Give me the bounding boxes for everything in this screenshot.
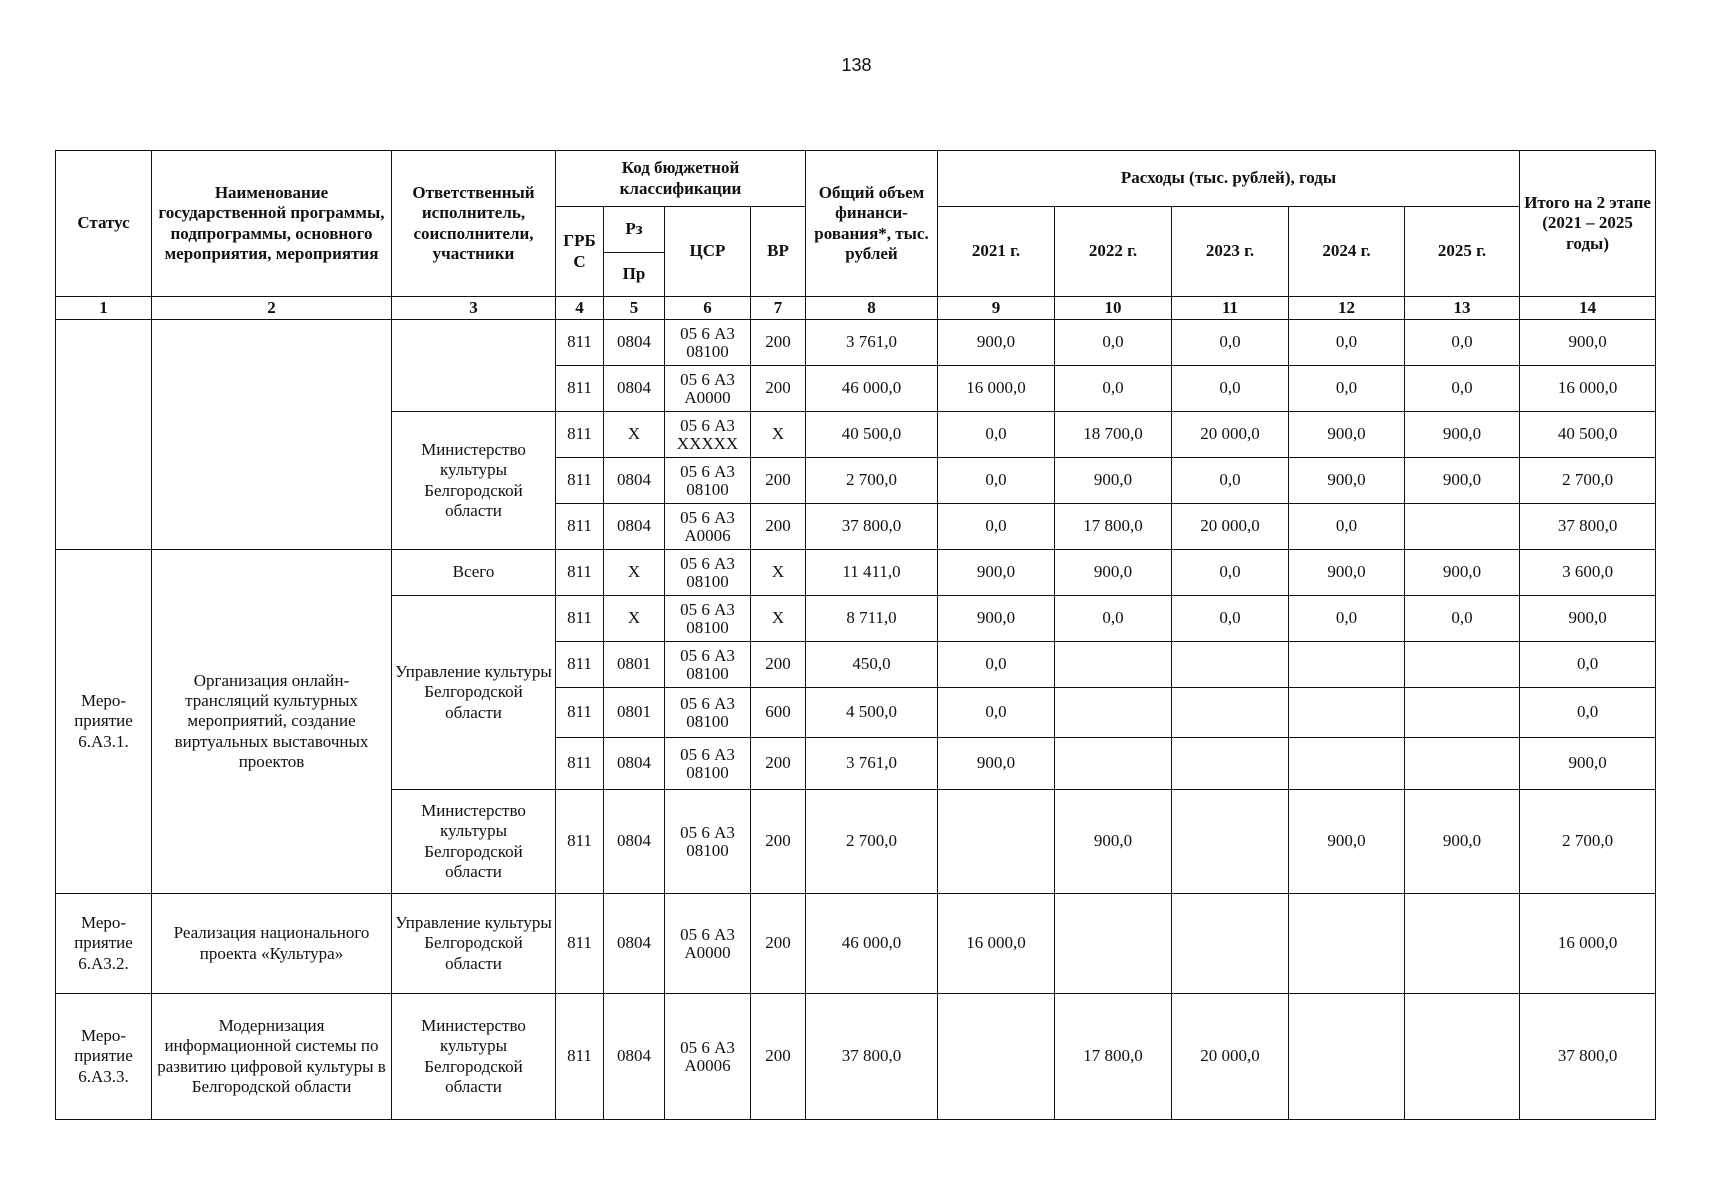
responsible-cell: Всего xyxy=(392,550,556,596)
year-2024-cell: 0,0 xyxy=(1289,504,1405,550)
year-2024-cell xyxy=(1289,642,1405,688)
header-expenses: Расходы (тыс. рублей), годы xyxy=(938,151,1520,207)
rzpr-cell: 0804 xyxy=(604,320,665,366)
stage-total-cell: 16 000,0 xyxy=(1520,366,1656,412)
event-name-cell: Реализация национального проекта «Культура» xyxy=(152,894,392,994)
year-2025-cell xyxy=(1405,504,1520,550)
status-cell: Меро-приятие 6.А3.3. xyxy=(56,994,152,1120)
vr-cell: 200 xyxy=(751,320,806,366)
responsible-cell: Министерство культуры Белгородской области xyxy=(392,994,556,1120)
vr-cell: Х xyxy=(751,412,806,458)
rzpr-cell: 0804 xyxy=(604,738,665,790)
rzpr-cell: Х xyxy=(604,412,665,458)
grbs-cell: 811 xyxy=(556,320,604,366)
rzpr-cell: 0804 xyxy=(604,894,665,994)
vr-cell: Х xyxy=(751,596,806,642)
year-2025-cell: 0,0 xyxy=(1405,596,1520,642)
csr-cell: 05 6 А3 08100 xyxy=(665,458,751,504)
vr-cell: 200 xyxy=(751,366,806,412)
year-2022-cell xyxy=(1055,642,1172,688)
name-cell-empty xyxy=(152,320,392,550)
column-number: 8 xyxy=(806,297,938,320)
csr-cell: 05 6 А3 08100 xyxy=(665,790,751,894)
stage-total-cell: 900,0 xyxy=(1520,596,1656,642)
total-cell: 40 500,0 xyxy=(806,412,938,458)
vr-cell: 200 xyxy=(751,642,806,688)
status-cell-empty xyxy=(56,320,152,550)
year-2022-cell: 0,0 xyxy=(1055,320,1172,366)
header-grbs: ГРБ С xyxy=(556,207,604,297)
year-2023-cell: 0,0 xyxy=(1172,596,1289,642)
year-2023-cell: 20 000,0 xyxy=(1172,994,1289,1120)
grbs-cell: 811 xyxy=(556,994,604,1120)
header-responsible: Ответственный исполнитель, соисполнители, участники xyxy=(392,151,556,297)
grbs-cell: 811 xyxy=(556,412,604,458)
vr-cell: 200 xyxy=(751,894,806,994)
total-cell: 3 761,0 xyxy=(806,738,938,790)
rzpr-cell: 0804 xyxy=(604,504,665,550)
header-stage-total: Итого на 2 этапе (2021 – 2025 годы) xyxy=(1520,151,1656,297)
csr-cell: 05 6 А3 08100 xyxy=(665,550,751,596)
year-2024-cell xyxy=(1289,688,1405,738)
stage-total-cell: 3 600,0 xyxy=(1520,550,1656,596)
header-rz: Рз xyxy=(604,207,665,253)
header-year-2023: 2023 г. xyxy=(1172,207,1289,297)
column-number: 7 xyxy=(751,297,806,320)
total-cell: 37 800,0 xyxy=(806,994,938,1120)
table-row xyxy=(56,550,1656,596)
header-vr: ВР xyxy=(751,207,806,297)
year-2021-cell xyxy=(938,790,1055,894)
status-cell: Меро-приятие 6.А3.1. xyxy=(56,550,152,894)
stage-total-cell: 2 700,0 xyxy=(1520,790,1656,894)
grbs-cell: 811 xyxy=(556,894,604,994)
grbs-cell: 811 xyxy=(556,596,604,642)
year-2022-cell: 18 700,0 xyxy=(1055,412,1172,458)
year-2021-cell: 900,0 xyxy=(938,596,1055,642)
year-2024-cell: 0,0 xyxy=(1289,320,1405,366)
column-number: 4 xyxy=(556,297,604,320)
year-2021-cell: 16 000,0 xyxy=(938,366,1055,412)
column-number: 11 xyxy=(1172,297,1289,320)
vr-cell: 200 xyxy=(751,738,806,790)
table-row xyxy=(56,320,1656,366)
year-2024-cell xyxy=(1289,994,1405,1120)
vr-cell: 200 xyxy=(751,790,806,894)
grbs-cell: 811 xyxy=(556,790,604,894)
year-2025-cell xyxy=(1405,994,1520,1120)
page-number: 138 xyxy=(841,55,872,75)
year-2023-cell: 0,0 xyxy=(1172,320,1289,366)
stage-total-cell: 0,0 xyxy=(1520,642,1656,688)
year-2024-cell xyxy=(1289,738,1405,790)
rzpr-cell: Х xyxy=(604,596,665,642)
responsible-cell: Министерство культуры Белгородской области xyxy=(392,412,556,550)
column-number: 9 xyxy=(938,297,1055,320)
csr-cell: 05 6 А3 08100 xyxy=(665,688,751,738)
total-cell: 46 000,0 xyxy=(806,894,938,994)
year-2024-cell xyxy=(1289,894,1405,994)
event-name-cell: Организация онлайн-трансляций культурных мероприятий, создание виртуальных выставочных проектов xyxy=(152,550,392,894)
header-budget-code: Код бюджетной классификации xyxy=(556,151,806,207)
table-row xyxy=(56,894,1656,994)
year-2024-cell: 900,0 xyxy=(1289,550,1405,596)
year-2022-cell xyxy=(1055,688,1172,738)
year-2025-cell: 0,0 xyxy=(1405,366,1520,412)
csr-cell: 05 6 А3 08100 xyxy=(665,320,751,366)
year-2021-cell: 0,0 xyxy=(938,642,1055,688)
year-2025-cell xyxy=(1405,894,1520,994)
column-number: 6 xyxy=(665,297,751,320)
header-year-2021: 2021 г. xyxy=(938,207,1055,297)
year-2023-cell xyxy=(1172,688,1289,738)
total-cell: 4 500,0 xyxy=(806,688,938,738)
year-2025-cell xyxy=(1405,688,1520,738)
column-number: 12 xyxy=(1289,297,1405,320)
grbs-cell: 811 xyxy=(556,550,604,596)
year-2021-cell: 0,0 xyxy=(938,412,1055,458)
year-2021-cell: 0,0 xyxy=(938,688,1055,738)
csr-cell: 05 6 А3 А0000 xyxy=(665,366,751,412)
csr-cell: 05 6 А3 А0006 xyxy=(665,994,751,1120)
stage-total-cell: 2 700,0 xyxy=(1520,458,1656,504)
total-cell: 2 700,0 xyxy=(806,458,938,504)
responsible-cell: Управление культуры Белгородской области xyxy=(392,596,556,790)
header-year-2024: 2024 г. xyxy=(1289,207,1405,297)
header-year-2025: 2025 г. xyxy=(1405,207,1520,297)
year-2022-cell: 17 800,0 xyxy=(1055,994,1172,1120)
year-2021-cell: 900,0 xyxy=(938,320,1055,366)
grbs-cell: 811 xyxy=(556,504,604,550)
year-2022-cell xyxy=(1055,738,1172,790)
column-number: 1 xyxy=(56,297,152,320)
header-total-volume: Общий объем финанси-рования*, тыс. рублей xyxy=(806,151,938,297)
csr-cell: 05 6 А3 08100 xyxy=(665,738,751,790)
budget-table xyxy=(55,150,1656,1120)
year-2021-cell: 0,0 xyxy=(938,458,1055,504)
rzpr-cell: Х xyxy=(604,550,665,596)
total-cell: 2 700,0 xyxy=(806,790,938,894)
year-2023-cell: 20 000,0 xyxy=(1172,412,1289,458)
vr-cell: 200 xyxy=(751,504,806,550)
year-2023-cell xyxy=(1172,894,1289,994)
header-pr: Пр xyxy=(604,253,665,297)
vr-cell: Х xyxy=(751,550,806,596)
grbs-cell: 811 xyxy=(556,366,604,412)
year-2025-cell: 900,0 xyxy=(1405,458,1520,504)
stage-total-cell: 900,0 xyxy=(1520,320,1656,366)
year-2022-cell: 0,0 xyxy=(1055,366,1172,412)
year-2022-cell: 900,0 xyxy=(1055,790,1172,894)
column-number: 14 xyxy=(1520,297,1656,320)
year-2025-cell: 900,0 xyxy=(1405,412,1520,458)
table-row xyxy=(56,994,1656,1120)
rzpr-cell: 0804 xyxy=(604,366,665,412)
total-cell: 450,0 xyxy=(806,642,938,688)
column-number: 2 xyxy=(152,297,392,320)
year-2021-cell: 900,0 xyxy=(938,550,1055,596)
year-2022-cell: 0,0 xyxy=(1055,596,1172,642)
year-2024-cell: 900,0 xyxy=(1289,458,1405,504)
stage-total-cell: 16 000,0 xyxy=(1520,894,1656,994)
year-2023-cell: 20 000,0 xyxy=(1172,504,1289,550)
vr-cell: 600 xyxy=(751,688,806,738)
total-cell: 46 000,0 xyxy=(806,366,938,412)
year-2025-cell: 0,0 xyxy=(1405,320,1520,366)
year-2021-cell xyxy=(938,994,1055,1120)
rzpr-cell: 0804 xyxy=(604,790,665,894)
year-2024-cell: 900,0 xyxy=(1289,790,1405,894)
grbs-cell: 811 xyxy=(556,738,604,790)
stage-total-cell: 900,0 xyxy=(1520,738,1656,790)
total-cell: 3 761,0 xyxy=(806,320,938,366)
header-name: Наименование государственной программы, подпрограммы, основного мероприятия, мероприятия xyxy=(152,151,392,297)
year-2022-cell xyxy=(1055,894,1172,994)
grbs-cell: 811 xyxy=(556,642,604,688)
year-2025-cell: 900,0 xyxy=(1405,550,1520,596)
rzpr-cell: 0804 xyxy=(604,458,665,504)
rzpr-cell: 0801 xyxy=(604,688,665,738)
stage-total-cell: 37 800,0 xyxy=(1520,994,1656,1120)
year-2025-cell xyxy=(1405,642,1520,688)
total-cell: 11 411,0 xyxy=(806,550,938,596)
year-2023-cell: 0,0 xyxy=(1172,550,1289,596)
csr-cell: 05 6 А3 ХХХХХ xyxy=(665,412,751,458)
year-2022-cell: 900,0 xyxy=(1055,550,1172,596)
year-2022-cell: 17 800,0 xyxy=(1055,504,1172,550)
year-2024-cell: 900,0 xyxy=(1289,412,1405,458)
header-year-2022: 2022 г. xyxy=(1055,207,1172,297)
year-2024-cell: 0,0 xyxy=(1289,596,1405,642)
column-number: 10 xyxy=(1055,297,1172,320)
vr-cell: 200 xyxy=(751,994,806,1120)
year-2023-cell: 0,0 xyxy=(1172,458,1289,504)
stage-total-cell: 40 500,0 xyxy=(1520,412,1656,458)
total-cell: 8 711,0 xyxy=(806,596,938,642)
header-status: Статус xyxy=(56,151,152,297)
responsible-cell-empty xyxy=(392,320,556,412)
year-2023-cell xyxy=(1172,790,1289,894)
year-2021-cell: 0,0 xyxy=(938,504,1055,550)
header-csr: ЦСР xyxy=(665,207,751,297)
year-2023-cell xyxy=(1172,738,1289,790)
year-2021-cell: 16 000,0 xyxy=(938,894,1055,994)
stage-total-cell: 0,0 xyxy=(1520,688,1656,738)
year-2025-cell: 900,0 xyxy=(1405,790,1520,894)
year-2021-cell: 900,0 xyxy=(938,738,1055,790)
event-name-cell: Модернизация информационной системы по развитию цифровой культуры в Белгородской области xyxy=(152,994,392,1120)
status-cell: Меро-приятие 6.А3.2. xyxy=(56,894,152,994)
grbs-cell: 811 xyxy=(556,458,604,504)
year-2025-cell xyxy=(1405,738,1520,790)
stage-total-cell: 37 800,0 xyxy=(1520,504,1656,550)
total-cell: 37 800,0 xyxy=(806,504,938,550)
rzpr-cell: 0804 xyxy=(604,994,665,1120)
csr-cell: 05 6 А3 08100 xyxy=(665,596,751,642)
csr-cell: 05 6 А3 08100 xyxy=(665,642,751,688)
column-number: 3 xyxy=(392,297,556,320)
year-2023-cell xyxy=(1172,642,1289,688)
column-number: 5 xyxy=(604,297,665,320)
year-2024-cell: 0,0 xyxy=(1289,366,1405,412)
csr-cell: 05 6 А3 А0006 xyxy=(665,504,751,550)
year-2023-cell: 0,0 xyxy=(1172,366,1289,412)
responsible-cell: Министерство культуры Белгородской области xyxy=(392,790,556,894)
csr-cell: 05 6 А3 А0000 xyxy=(665,894,751,994)
responsible-cell: Управление культуры Белгородской области xyxy=(392,894,556,994)
rzpr-cell: 0801 xyxy=(604,642,665,688)
vr-cell: 200 xyxy=(751,458,806,504)
year-2022-cell: 900,0 xyxy=(1055,458,1172,504)
grbs-cell: 811 xyxy=(556,688,604,738)
column-number: 13 xyxy=(1405,297,1520,320)
